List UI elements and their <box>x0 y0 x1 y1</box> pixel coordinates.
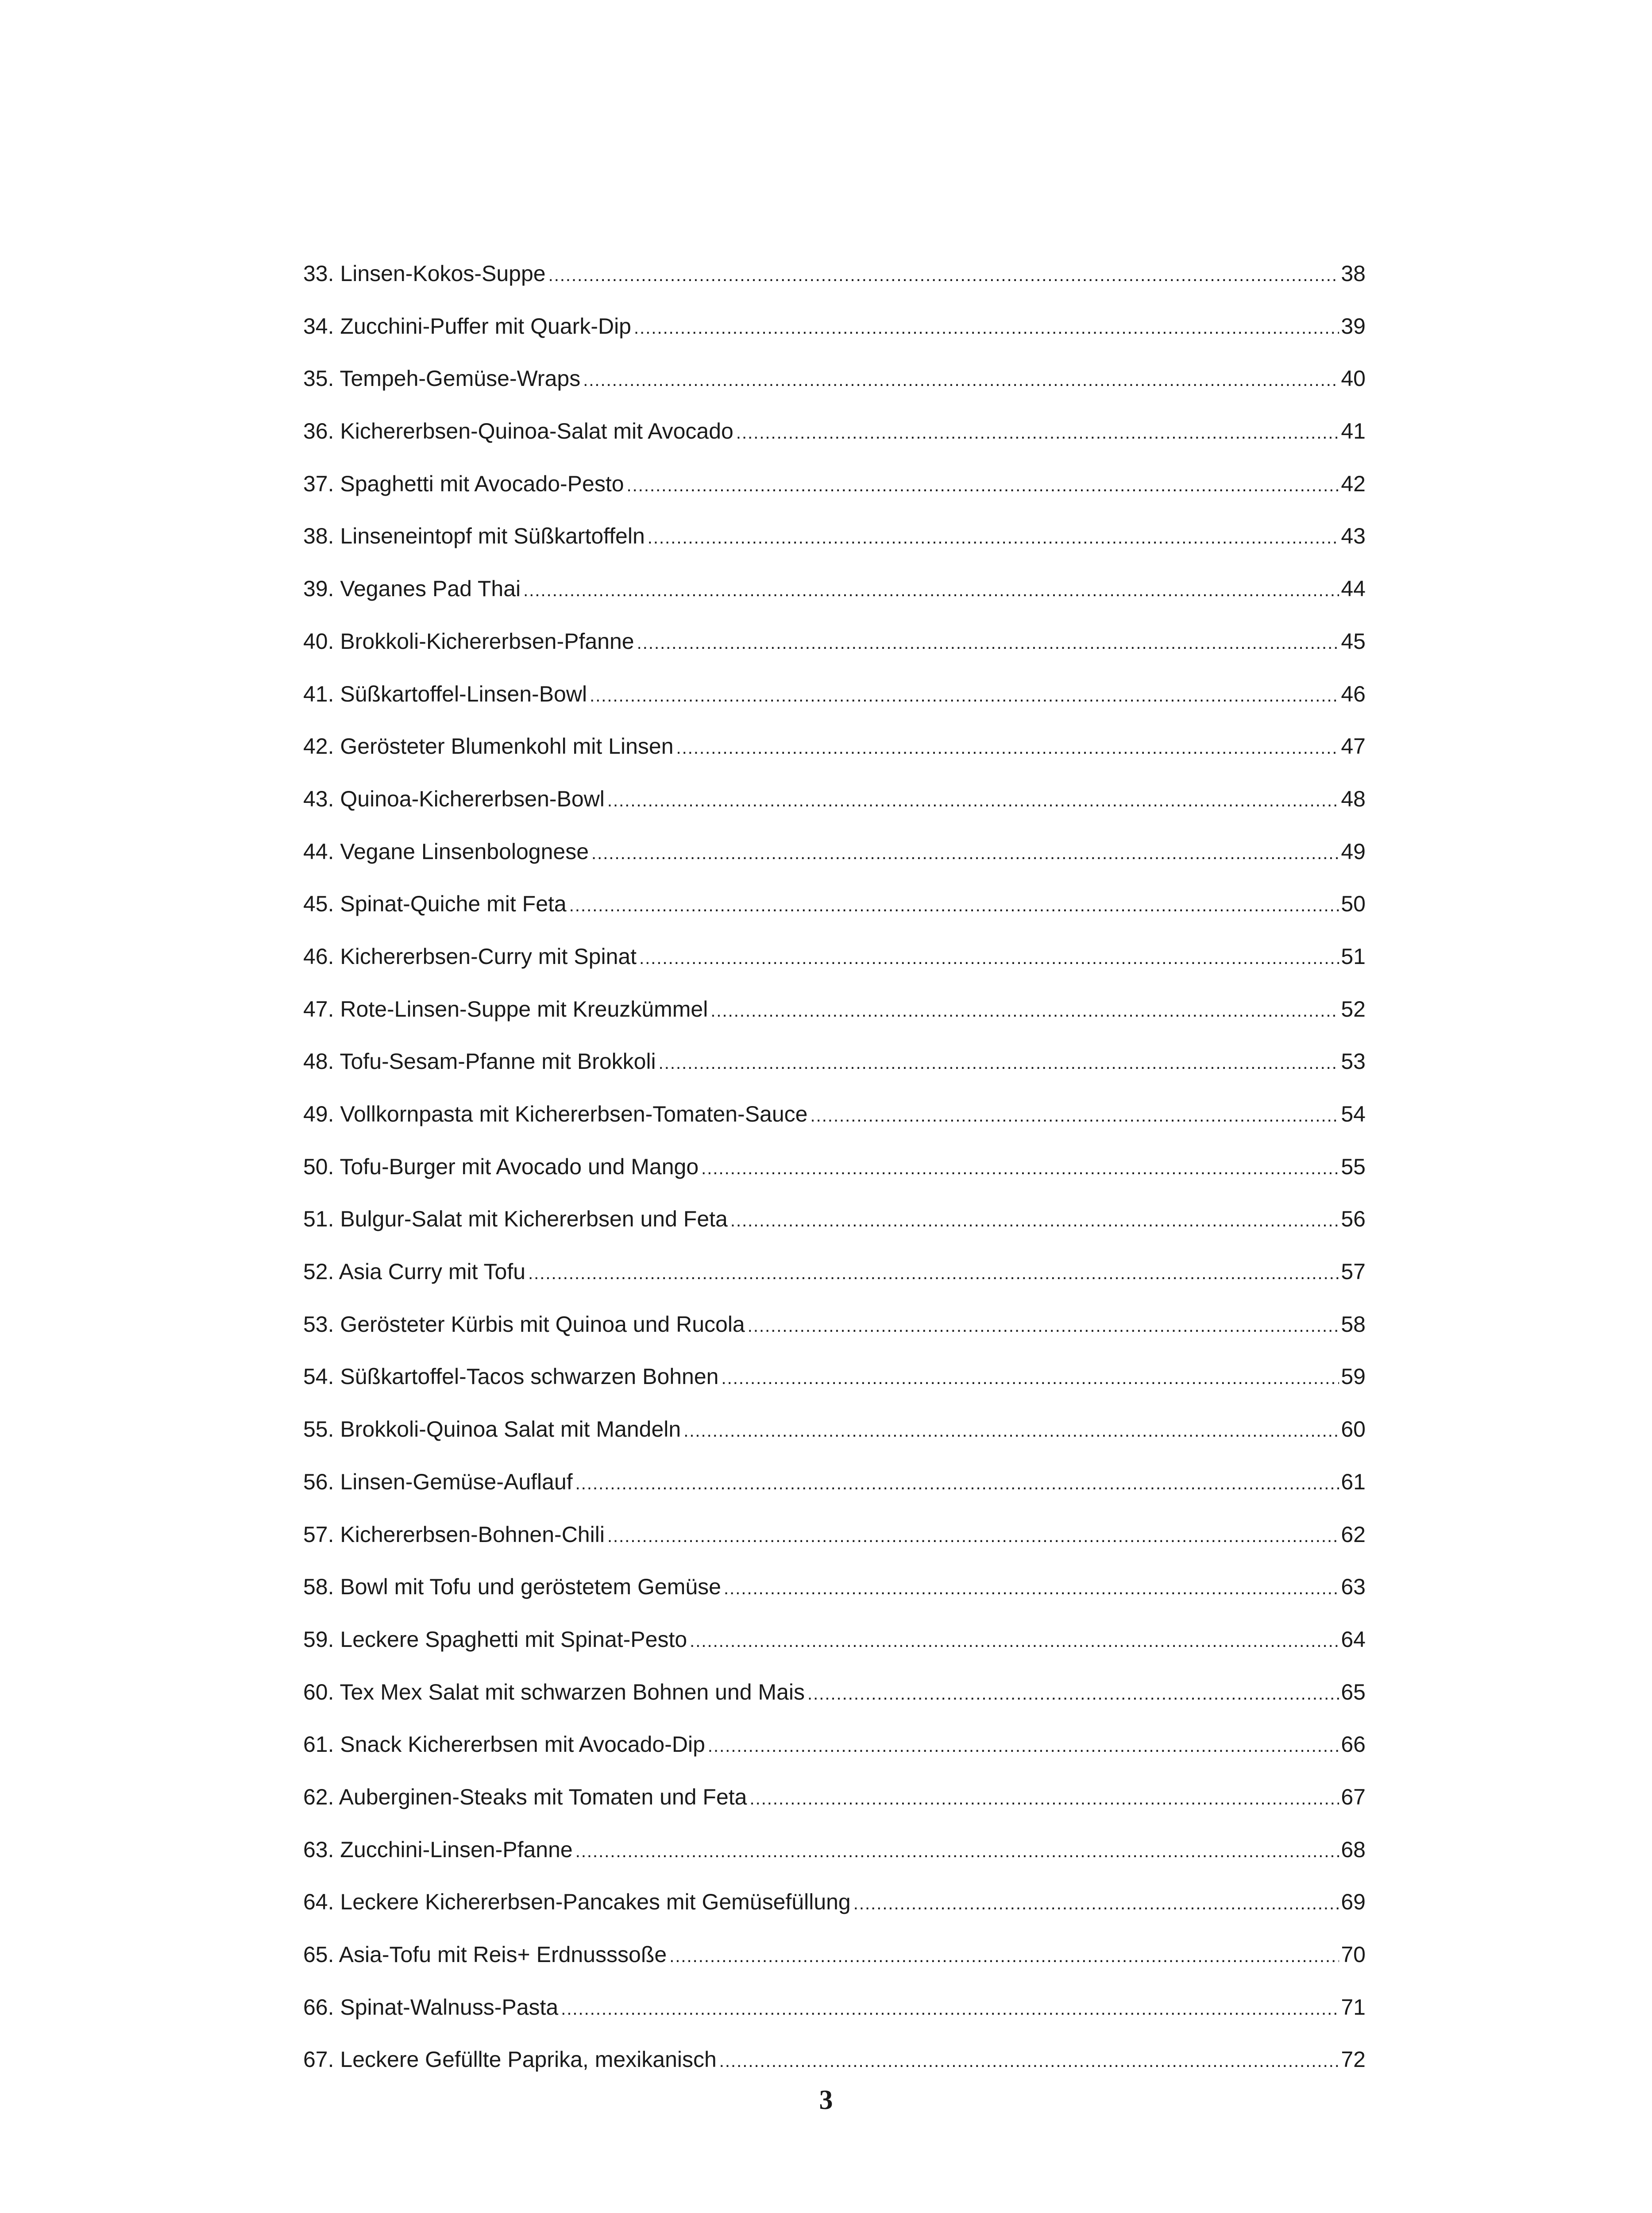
toc-entry[interactable] <box>303 1048 1366 1101</box>
toc-dot-leader <box>724 1575 1339 1602</box>
toc-entry-page: 47 <box>1341 734 1366 759</box>
toc-entry-page: 62 <box>1341 1522 1366 1547</box>
toc-dot-leader <box>528 1260 1339 1287</box>
toc-dot-leader <box>548 262 1339 289</box>
toc-entry[interactable] <box>303 260 1366 313</box>
toc-entry-page: 65 <box>1341 1679 1366 1704</box>
toc-dot-leader <box>634 315 1339 341</box>
toc-entry[interactable] <box>303 1258 1366 1311</box>
toc-entry-title: 63. Zucchini-Linsen-Pfanne <box>303 1837 573 1862</box>
toc-dot-leader <box>719 2048 1339 2074</box>
toc-entry-page: 54 <box>1341 1102 1366 1126</box>
toc-entry-page: 67 <box>1341 1784 1366 1809</box>
toc-entry-page: 69 <box>1341 1889 1366 1915</box>
toc-entry-page: 53 <box>1341 1049 1366 1074</box>
toc-entry-title: 61. Snack Kichererbsen mit Avocado-Dip <box>303 1732 705 1757</box>
toc-entry-page: 66 <box>1341 1732 1366 1757</box>
toc-entry-page: 38 <box>1341 261 1366 286</box>
toc-entry[interactable] <box>303 1416 1366 1469</box>
toc-entry[interactable] <box>303 838 1366 891</box>
toc-entry-page: 40 <box>1341 366 1366 391</box>
toc-entry-page: 41 <box>1341 419 1366 444</box>
toc-entry[interactable] <box>303 733 1366 786</box>
toc-entry-title: 59. Leckere Spaghetti mit Spinat-Pesto <box>303 1627 687 1652</box>
toc-entry-page: 50 <box>1341 891 1366 917</box>
toc-dot-leader <box>749 1785 1339 1812</box>
toc-entry[interactable] <box>303 1521 1366 1574</box>
toc-entry-page: 55 <box>1341 1154 1366 1179</box>
toc-entry-title: 57. Kichererbsen-Bohnen-Chili <box>303 1522 605 1547</box>
toc-entry-page: 72 <box>1341 2047 1366 2072</box>
toc-entry[interactable] <box>303 1731 1366 1784</box>
toc-entry-page: 63 <box>1341 1574 1366 1600</box>
toc-entry-title: 48. Tofu-Sesam-Pfanne mit Brokkoli <box>303 1049 656 1074</box>
toc-dot-leader <box>591 840 1339 867</box>
toc-entry[interactable] <box>303 1941 1366 1994</box>
toc-dot-leader <box>583 367 1339 393</box>
toc-entry-title: 49. Vollkornpasta mit Kichererbsen-Tomaten-Sauce <box>303 1102 808 1126</box>
toc-entry-page: 43 <box>1341 524 1366 549</box>
page-number: 3 <box>819 2085 833 2115</box>
toc-entry-title: 44. Vegane Linsenbolognese <box>303 839 589 864</box>
toc-entry[interactable] <box>303 996 1366 1049</box>
toc-dot-leader <box>690 1628 1339 1654</box>
toc-dot-leader <box>676 735 1339 761</box>
toc-entry-page: 71 <box>1341 1994 1366 2020</box>
toc-entry-title: 36. Kichererbsen-Quinoa-Salat mit Avocado <box>303 419 733 444</box>
toc-dot-leader <box>748 1313 1339 1339</box>
toc-dot-leader <box>659 1050 1339 1076</box>
toc-entry-page: 44 <box>1341 576 1366 601</box>
toc-dot-leader <box>575 1470 1339 1497</box>
toc-entry-title: 51. Bulgur-Salat mit Kichererbsen und Feta <box>303 1207 728 1232</box>
toc-entry[interactable] <box>303 1889 1366 1941</box>
toc-entry[interactable] <box>303 1363 1366 1416</box>
toc-entry[interactable] <box>303 786 1366 838</box>
toc-entry[interactable] <box>303 313 1366 366</box>
toc-entry-title: 38. Linseneintopf mit Süßkartoffeln <box>303 524 645 549</box>
toc-entry-title: 50. Tofu-Burger mit Avocado und Mango <box>303 1154 699 1179</box>
toc-entry-page: 61 <box>1341 1469 1366 1494</box>
toc-entry[interactable] <box>303 1679 1366 1731</box>
toc-entry[interactable] <box>303 891 1366 943</box>
toc-entry-title: 46. Kichererbsen-Curry mit Spinat <box>303 944 637 969</box>
toc-entry[interactable] <box>303 1206 1366 1258</box>
toc-entry-page: 70 <box>1341 1942 1366 1967</box>
toc-dot-leader <box>683 1418 1339 1444</box>
toc-dot-leader <box>639 945 1339 972</box>
toc-entry-title: 53. Gerösteter Kürbis mit Quinoa und Rucola <box>303 1311 745 1337</box>
toc-entry-title: 55. Brokkoli-Quinoa Salat mit Mandeln <box>303 1417 681 1442</box>
toc-entry-page: 45 <box>1341 628 1366 654</box>
toc-entry[interactable] <box>303 418 1366 470</box>
toc-entry[interactable] <box>303 1573 1366 1626</box>
toc-entry[interactable] <box>303 1994 1366 2047</box>
toc-entry-title: 62. Auberginen-Steaks mit Tomaten und Feta <box>303 1784 747 1809</box>
toc-dot-leader <box>561 1996 1339 2022</box>
table-of-contents <box>303 260 1366 2099</box>
toc-entry[interactable] <box>303 365 1366 418</box>
toc-dot-leader <box>637 630 1339 656</box>
toc-entry[interactable] <box>303 1311 1366 1364</box>
toc-entry[interactable] <box>303 1784 1366 1836</box>
toc-entry-title: 60. Tex Mex Salat mit schwarzen Bohnen und Mais <box>303 1679 805 1704</box>
toc-dot-leader <box>708 1733 1339 1759</box>
toc-dot-leader <box>590 682 1339 709</box>
toc-entry-page: 48 <box>1341 786 1366 811</box>
toc-entry-title: 39. Veganes Pad Thai <box>303 576 521 601</box>
toc-dot-leader <box>523 577 1339 604</box>
toc-entry-page: 59 <box>1341 1364 1366 1389</box>
toc-dot-leader <box>607 1523 1339 1550</box>
toc-dot-leader <box>710 998 1339 1024</box>
toc-entry[interactable] <box>303 1153 1366 1206</box>
toc-entry-title: 56. Linsen-Gemüse-Auflauf <box>303 1469 573 1494</box>
toc-dot-leader <box>730 1207 1339 1234</box>
toc-entry-page: 39 <box>1341 313 1366 339</box>
toc-entry-page: 57 <box>1341 1259 1366 1284</box>
toc-dot-leader <box>721 1365 1339 1392</box>
toc-dot-leader <box>810 1103 1339 1129</box>
toc-dot-leader <box>607 787 1339 814</box>
toc-entry-title: 67. Leckere Gefüllte Paprika, mexikanisch <box>303 2047 717 2072</box>
toc-entry-title: 54. Süßkartoffel-Tacos schwarzen Bohnen <box>303 1364 719 1389</box>
toc-dot-leader <box>648 524 1339 551</box>
toc-dot-leader <box>701 1155 1339 1182</box>
toc-entry-title: 58. Bowl mit Tofu und geröstetem Gemüse <box>303 1574 721 1600</box>
toc-entry-page: 64 <box>1341 1627 1366 1652</box>
toc-entry-title: 45. Spinat-Quiche mit Feta <box>303 891 567 917</box>
toc-entry-title: 35. Tempeh-Gemüse-Wraps <box>303 366 581 391</box>
toc-entry-title: 43. Quinoa-Kichererbsen-Bowl <box>303 786 605 811</box>
toc-dot-leader <box>627 472 1339 499</box>
toc-entry[interactable] <box>303 1469 1366 1521</box>
toc-dot-leader <box>575 1838 1339 1865</box>
toc-entry-page: 49 <box>1341 839 1366 864</box>
toc-entry-page: 42 <box>1341 471 1366 496</box>
toc-entry-page: 46 <box>1341 681 1366 706</box>
toc-entry-page: 60 <box>1341 1417 1366 1442</box>
toc-entry-page: 56 <box>1341 1207 1366 1232</box>
toc-entry-page: 58 <box>1341 1311 1366 1337</box>
toc-dot-leader <box>669 1943 1339 1970</box>
toc-entry-page: 51 <box>1341 944 1366 969</box>
toc-dot-leader <box>736 420 1339 446</box>
toc-entry[interactable] <box>303 575 1366 628</box>
toc-entry[interactable] <box>303 1101 1366 1153</box>
toc-entry-title: 64. Leckere Kichererbsen-Pancakes mit Gemüsefüllung <box>303 1889 851 1915</box>
toc-entry[interactable] <box>303 1626 1366 1679</box>
toc-entry[interactable] <box>303 681 1366 733</box>
toc-entry-page: 52 <box>1341 996 1366 1022</box>
toc-entry-title: 37. Spaghetti mit Avocado-Pesto <box>303 471 624 496</box>
toc-entry-title: 52. Asia Curry mit Tofu <box>303 1259 526 1284</box>
toc-entry-title: 47. Rote-Linsen-Suppe mit Kreuzkümmel <box>303 996 708 1022</box>
toc-entry-title: 65. Asia-Tofu mit Reis+ Erdnusssoße <box>303 1942 667 1967</box>
toc-entry-page: 68 <box>1341 1837 1366 1862</box>
toc-entry[interactable] <box>303 523 1366 575</box>
toc-entry-title: 42. Gerösteter Blumenkohl mit Linsen <box>303 734 674 759</box>
toc-entry[interactable] <box>303 1836 1366 1889</box>
toc-entry-title: 66. Spinat-Walnuss-Pasta <box>303 1994 559 2020</box>
toc-entry[interactable] <box>303 470 1366 523</box>
toc-entry-title: 41. Süßkartoffel-Linsen-Bowl <box>303 681 587 706</box>
toc-entry[interactable] <box>303 943 1366 996</box>
toc-entry[interactable] <box>303 628 1366 681</box>
toc-entry-title: 34. Zucchini-Puffer mit Quark-Dip <box>303 313 631 339</box>
toc-entry-title: 33. Linsen-Kokos-Suppe <box>303 261 546 286</box>
toc-entry-title: 40. Brokkoli-Kichererbsen-Pfanne <box>303 628 634 654</box>
toc-dot-leader <box>569 892 1339 919</box>
toc-dot-leader <box>853 1890 1339 1917</box>
toc-dot-leader <box>807 1681 1339 1707</box>
